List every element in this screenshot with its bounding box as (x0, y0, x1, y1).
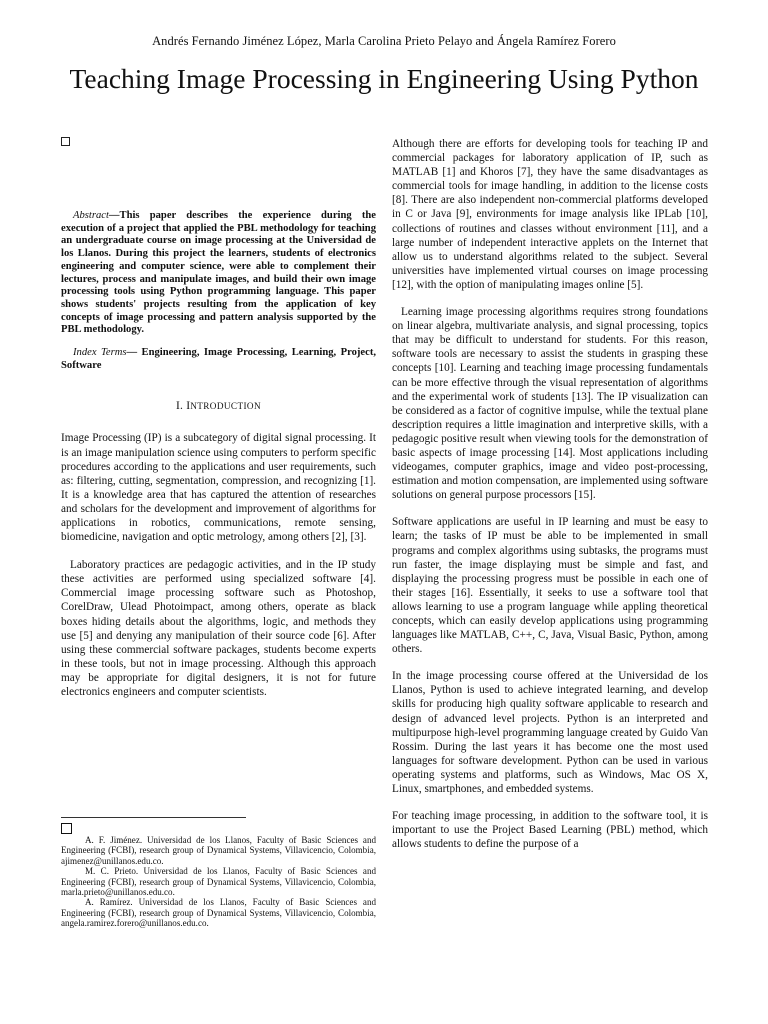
index-terms (61, 347, 376, 372)
footnote-jimenez: A. F. Jiménez. Universidad de los Llanos, Faculty of Basic Sciences and Engineering (FCBI), research group of Dynamical Systems, Villavicencio, Colombia, ajimenez@unillanos.edu.co. (61, 835, 376, 866)
footnotes (61, 823, 376, 929)
footnote-ramirez: A. Ramírez. Universidad de los Llanos, Faculty of Basic Sciences and Engineering (FCBI), research group of Dynamical Systems, Villavicencio, Colombia, angela.ramirez.forero@unillanos.edu.co. (61, 897, 376, 929)
footnote-marker-row (61, 823, 376, 835)
abstract (61, 210, 376, 337)
section-numeral: I. (176, 400, 184, 413)
section-first-letter: I (186, 400, 191, 413)
footnote-divider (61, 817, 246, 818)
abstract-lead: Abstract (73, 210, 109, 221)
left-column (61, 132, 376, 699)
paragraph-intro-2: Laboratory practices are pedagogic activities, and in the IP study these activities are performed using specialized software [4]. Commercial image processing software such as Photoshop, CorelDraw, Ulead Photoimpact, among others, operate as black boxes hiding details about the algorithms, logic, and methods they use [5] and denying any manipulation of their source code [6]. After using these commercial software packages, students become experts in these tools, but not in image processing. Although this approach may be appropriate for digital designers, it is not for future electronics engineers and computer scientists. (61, 559, 376, 699)
paragraph-right-2: Learning image processing algorithms requires strong foundations on linear algebra, multivariate analysis, and signal processing, topics that may be difficult to understand for students. For this reason, software tools are necessary to assist the students in grasping these concepts [10]. Learning and teaching image processing fundamentals can be more effective through the visual representation of algorithms and the experimental work of students [13]. The IP visualization can be considered as a factor of cognitive impulse, while the textual plane description requires a little imagination and interpretive skills, with a pedagogic positive result when viewing tools for the demonstration of basic aspects of image processing [14]. Most applications including videogames, computer graphics, image and video post-processing, estimation and motion compensation, are implemented using software solutions on general purpose processors [15]. (392, 306, 708, 502)
section-title-rest: NTRODUCTION (190, 401, 261, 412)
footnote-box-icon (61, 823, 72, 834)
index-terms-text: — Engineering, Image Processing, Learning, Project, Software (61, 347, 376, 371)
placeholder-box-icon (61, 137, 70, 146)
index-terms-lead: Index Terms (73, 347, 127, 359)
abstract-text: —This paper describes the experience during the execution of a project that applied the PBL methodology for teaching an undergraduate course on image processing at the Universidad de los Llanos. During this project the learners, students of electronics engineering and computer science, were able to complement their lectures, process and manipulate images, and build their own image processing tools using Python programming language. This paper shows students' projects resulting from the application of key concepts of image processing and pattern analysis supported by the PBL methodology. (61, 210, 376, 336)
right-column (392, 137, 708, 851)
paragraph-intro-1: Image Processing (IP) is a subcategory of digital signal processing. It is an image manipulation science using computers to perform specific procedures according to the applications and user requirements, such as: filtering, cutting, segmentation, compression, and recognizing [1]. It is a knowledge area that has captured the attention of researches and scholars for the development and improvement of algorithms for applications in robotics, communications, remote sensing, biomedicine, navigation and optic metrology, among others [2], [3]. (61, 432, 376, 544)
paragraph-right-1: Although there are efforts for developing tools for teaching IP and commercial packages for laboratory application of IP, such as MATLAB [1] and Khoros [7], they have the same disadvantages as commercial tools for image handling, in addition to the license costs [8]. There are also independent non-commercial platforms developed in C or Java [9], environments for image analysis like IPLab [10], collections of routines and classes without environment [11], and a large number of independent interactive applets on the Internet that allow us to understand algorithms related to the subject. Several universities have implemented virtual courses on image processing [12], with the option of manipulating images online [5]. (392, 138, 708, 291)
paper-title: Teaching Image Processing in Engineering Using Python (69, 63, 699, 94)
paragraph-right-4: In the image processing course offered at the Universidad de los Llanos, Python is used to achieve integrated learning, and develop skills for producing high quality software applicable to research and design of advanced level projects. Python is an interpreted and multipurpose high-level programming language created by Guido Van Rossim. During the last years it has become one the most used languages for software development. Python can be used in various operating systems and platforms, such as Windows, Mac OS X, Linux, smartphones, and embedded systems. (392, 670, 708, 796)
paragraph-right-5: For teaching image processing, in addition to the software tool, it is important to use the Project Based Learning (PBL) method, which allows students to define the purpose of a (392, 810, 708, 851)
paragraph-right-3: Software applications are useful in IP learning and must be easy to learn; the tasks of IP must be able to be implemented in small programs and complex algorithms using subtasks, the programs must run faster, the image displaying must be simple and fast, and displaying the processing progress must be possible in each one of their stages [16]. Essentially, it seeks to use a software tool that allows learning to use a program language while appling theoretical concepts, which can easily develop applications using programming languages like MATLAB, C++, C, Java, Visual Basic, Python, among others. (392, 516, 708, 656)
section-heading-introduction (61, 400, 376, 412)
footnote-prieto: M. C. Prieto. Universidad de los Llanos, Faculty of Basic Sciences and Engineering (FCBI), research group of Dynamical Systems, Villavicencio, Colombia, marla.prieto@unillanos.edu.co. (61, 866, 376, 898)
placeholder-box-row (61, 132, 376, 142)
author-line: Andrés Fernando Jiménez López, Marla Carolina Prieto Pelayo and Ángela Ramírez Forero (152, 34, 616, 48)
